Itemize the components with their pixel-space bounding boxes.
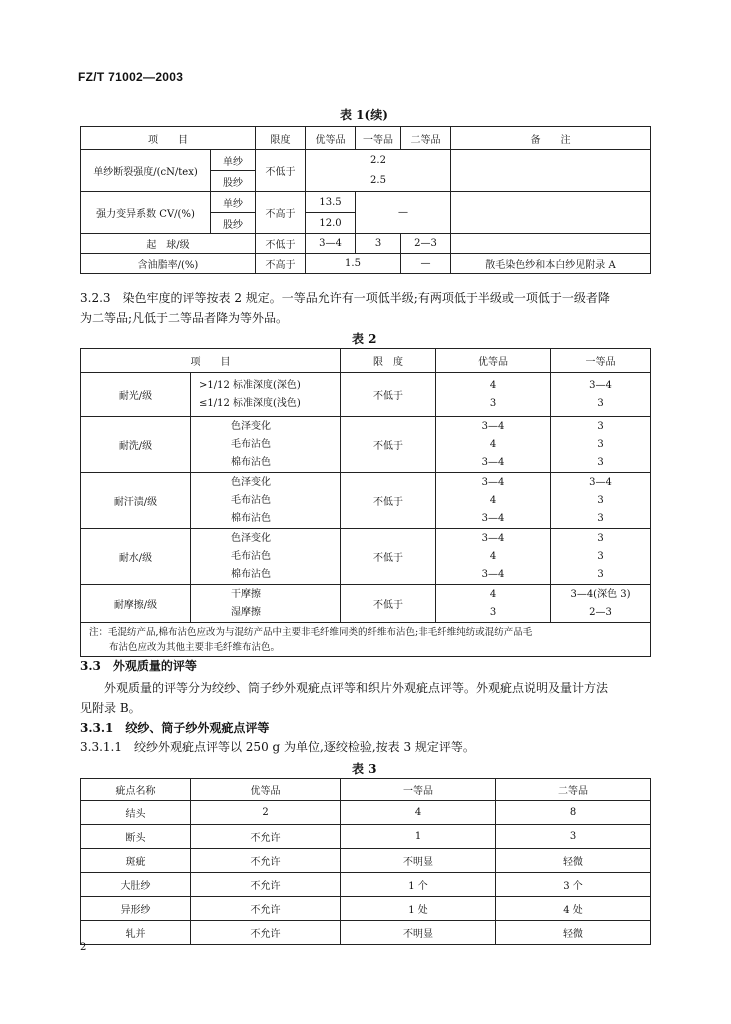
t1-limit: 不低于	[256, 150, 306, 192]
t2-value: 3—4	[481, 568, 505, 580]
t2-top-values	[436, 585, 551, 623]
t1-limit: 不高于	[256, 254, 306, 274]
t2-sub: 色泽变化	[231, 420, 271, 432]
t2-group-rubbing: 耐摩擦/级	[81, 585, 191, 623]
t1-header-note: 备 注	[451, 127, 651, 150]
t2-subs	[191, 529, 341, 585]
t3-value: 3 个	[496, 873, 651, 897]
t3-header-defect: 疵点名称	[81, 779, 191, 801]
t1-row-pilling: 起 球/级	[81, 234, 256, 254]
t2-value: 3—4	[481, 420, 505, 432]
t2-subs	[191, 585, 341, 623]
t3-header-grade-top: 优等品	[191, 779, 341, 801]
t2-sub: 棉布沾色	[231, 512, 271, 524]
t1-sub-single: 单纱	[211, 192, 256, 213]
t3-value: 1 处	[341, 897, 496, 921]
t2-value: 4	[489, 438, 497, 450]
t2-sub: 毛布沾色	[231, 550, 271, 562]
para-3-3-1-1: 3.3.1.1 绞纱外观疵点评等以 250 g 为单位,逐绞检验,按表 3 规定评等。	[80, 740, 475, 754]
t2-value: 3	[597, 512, 604, 524]
para-3-3-line1: 外观质量的评等分为绞纱、筒子纱外观疵点评等和织片外观疵点评等。外观疵点说明及量计方法	[104, 681, 609, 695]
t2-value: 3	[597, 456, 604, 468]
t2-group-light: 耐光/级	[81, 373, 191, 417]
table3	[80, 778, 651, 945]
t2-value: 3—4	[589, 379, 612, 391]
t2-top-values	[436, 373, 551, 417]
t2-first-values	[551, 529, 651, 585]
t2-sub: 湿摩擦	[231, 606, 261, 618]
t2-top-values	[436, 417, 551, 473]
t3-defect: 轧并	[81, 921, 191, 945]
t2-note-line2: 布沾色应改为其他主要非毛纤维布沾色。	[109, 641, 281, 653]
t2-value: 3	[489, 606, 497, 618]
t2-group-wash: 耐洗/级	[81, 417, 191, 473]
t2-note	[81, 623, 651, 657]
t2-value: 2—3	[589, 606, 612, 618]
t2-note-line1: 注：毛混纺产品,棉布沾色应改为与混纺产品中主要非毛纤维同类的纤维布沾色;非毛纤维纯纺或混纺产品毛	[89, 626, 533, 638]
t3-defect: 斑疵	[81, 849, 191, 873]
table1-caption: 表 1(续)	[340, 108, 388, 122]
t1-value: 2—3	[401, 234, 451, 254]
t3-header-grade-second: 二等品	[496, 779, 651, 801]
t2-first-values	[551, 585, 651, 623]
t2-sub: 毛布沾色	[231, 438, 271, 450]
t2-sub: 棉布沾色	[231, 456, 271, 468]
t2-limit: 不低于	[341, 373, 436, 417]
t3-value: 轻微	[496, 921, 651, 945]
t2-sub: ≤1/12 标准深度(浅色)	[199, 397, 301, 409]
t2-first-values	[551, 417, 651, 473]
t2-value: 3	[597, 494, 604, 506]
t1-value: 2.5	[306, 171, 451, 192]
t2-sub: 色泽变化	[231, 532, 271, 544]
section-3-3-title: 3.3 外观质量的评等	[80, 659, 197, 673]
t3-value: 不明显	[341, 849, 496, 873]
para-3-3-line2: 见附录 B。	[80, 701, 141, 715]
t1-dash: —	[356, 192, 451, 234]
t3-value: 不明显	[341, 921, 496, 945]
t2-value: 3—4	[589, 476, 612, 488]
t2-value: 4	[489, 379, 497, 391]
t2-value: 3—4	[481, 512, 505, 524]
t2-value: 3	[597, 397, 604, 409]
t1-note-empty	[451, 150, 651, 192]
t3-value: 轻微	[496, 849, 651, 873]
t2-sub: 干摩擦	[231, 588, 261, 600]
t2-top-values	[436, 473, 551, 529]
t1-limit: 不低于	[256, 234, 306, 254]
t2-limit: 不低于	[341, 529, 436, 585]
table1	[80, 126, 651, 274]
t2-group-sweat: 耐汗渍/级	[81, 473, 191, 529]
t2-value: 4	[489, 494, 497, 506]
t2-value: 3—4	[481, 476, 505, 488]
t2-subs	[191, 373, 341, 417]
t2-limit: 不低于	[341, 585, 436, 623]
t2-sub: 色泽变化	[231, 476, 271, 488]
standard-code: FZ/T 71002—2003	[78, 70, 184, 84]
t2-limit: 不低于	[341, 473, 436, 529]
table3-caption: 表 3	[352, 762, 377, 776]
t2-sub: >1/12 标准深度(深色)	[199, 379, 301, 391]
table2-caption: 表 2	[352, 332, 377, 346]
t1-value: 2.2	[306, 150, 451, 171]
para-3-2-3-line2: 为二等品;凡低于二等品者降为等外品。	[80, 311, 289, 325]
t1-value: 3	[356, 234, 401, 254]
t3-value: 2	[191, 801, 341, 825]
t2-sub: 棉布沾色	[231, 568, 271, 580]
t2-top-values	[436, 529, 551, 585]
t3-defect: 断头	[81, 825, 191, 849]
table2	[80, 348, 651, 657]
t2-sub: 毛布沾色	[231, 494, 271, 506]
t2-first-values	[551, 373, 651, 417]
t1-row-strength: 单纱断裂强度/(cN/tex)	[81, 150, 211, 192]
t3-value: 1 个	[341, 873, 496, 897]
t2-header-grade-first: 一等品	[551, 349, 651, 373]
t1-value: 1.5	[306, 254, 401, 274]
t2-value: 3	[597, 438, 604, 450]
t2-header-grade-top: 优等品	[436, 349, 551, 373]
t1-note: 散毛染色纱和本白纱见附录 A	[451, 254, 651, 274]
t2-value: 4	[489, 550, 497, 562]
t1-note-empty	[451, 234, 651, 254]
t1-value: 3—4	[306, 234, 356, 254]
para-3-2-3	[80, 288, 660, 328]
t1-value: —	[401, 254, 451, 274]
t1-limit: 不高于	[256, 192, 306, 234]
t1-header-grade-first: 一等品	[356, 127, 401, 150]
para-3-3	[80, 678, 660, 718]
t3-value: 4 处	[496, 897, 651, 921]
t2-group-water: 耐水/级	[81, 529, 191, 585]
t2-subs	[191, 417, 341, 473]
t2-header-limit: 限 度	[341, 349, 436, 373]
t1-value: 12.0	[306, 213, 356, 234]
t1-row-oil: 含油脂率/(%)	[81, 254, 256, 274]
t3-defect: 异形纱	[81, 897, 191, 921]
page-number: 2	[80, 942, 87, 953]
t2-limit: 不低于	[341, 417, 436, 473]
t1-value: 13.5	[306, 192, 356, 213]
t1-sub-ply: 股纱	[211, 171, 256, 192]
t1-header-limit: 限度	[256, 127, 306, 150]
t2-value: 3	[597, 532, 604, 544]
t2-value: 3	[597, 550, 604, 562]
t3-value: 不允许	[191, 921, 341, 945]
t1-sub-ply: 股纱	[211, 213, 256, 234]
t2-value: 4	[489, 588, 497, 600]
t3-value: 4	[341, 801, 496, 825]
section-3-3-1-title: 3.3.1 绞纱、筒子纱外观疵点评等	[80, 721, 270, 735]
t2-value: 3—4	[481, 456, 505, 468]
para-3-2-3-line1: 3.2.3 染色牢度的评等按表 2 规定。一等品允许有一项低半级;有两项低于半级或一项低于一级者降	[80, 291, 610, 305]
t2-subs	[191, 473, 341, 529]
t2-value: 3	[597, 568, 604, 580]
t1-row-cv: 强力变异系数 CV/(%)	[81, 192, 211, 234]
t2-value: 3	[597, 420, 604, 432]
t3-header-grade-first: 一等品	[341, 779, 496, 801]
t2-first-values	[551, 473, 651, 529]
t3-value: 1	[341, 825, 496, 849]
t2-value: 3—4	[481, 532, 505, 544]
t1-sub-single: 单纱	[211, 150, 256, 171]
t2-value: 3—4(深色 3)	[570, 588, 631, 600]
t3-value: 8	[496, 801, 651, 825]
t1-header-item: 项 目	[81, 127, 256, 150]
t3-value: 不允许	[191, 825, 341, 849]
t3-value: 不允许	[191, 849, 341, 873]
t1-header-grade-top: 优等品	[306, 127, 356, 150]
t3-defect: 大肚纱	[81, 873, 191, 897]
t2-header-item: 项 目	[81, 349, 341, 373]
t3-value: 不允许	[191, 897, 341, 921]
t3-value: 不允许	[191, 873, 341, 897]
t3-defect: 结头	[81, 801, 191, 825]
t3-value: 3	[496, 825, 651, 849]
t1-header-grade-second: 二等品	[401, 127, 451, 150]
t2-value: 3	[489, 397, 497, 409]
t1-note-empty	[451, 192, 651, 234]
